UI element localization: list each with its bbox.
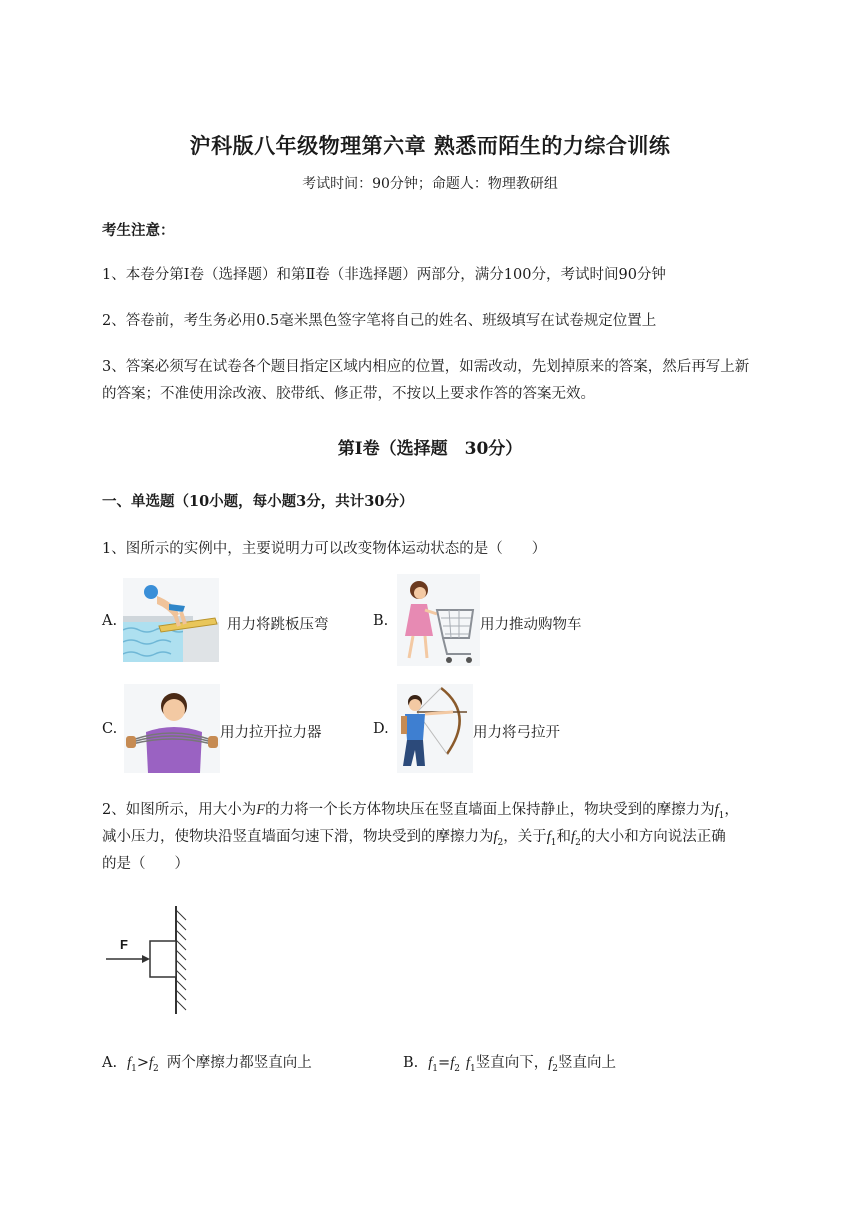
q2-option-a: A. $f_1>f_2$ 两个摩擦力都竖直向上 <box>102 1055 312 1074</box>
block-on-wall-diagram <box>100 900 200 1020</box>
notice-heading: 考生注意： <box>102 222 175 239</box>
chest-expander-image <box>124 684 220 773</box>
q1-option-a-text: 用力将跳板压弯 <box>227 617 329 633</box>
page-title: 沪科版八年级物理第六章 熟悉而陌生的力综合训练 <box>189 133 671 158</box>
q1-option-b-text: 用力推动购物车 <box>480 617 582 633</box>
q2-stem-line-3: 的是（ ） <box>102 856 189 872</box>
notice-item-3: 3、答案必须写在试卷各个题目指定区域内相应的位置，如需改动，先划掉原来的答案，然后再写上新 <box>102 359 750 375</box>
q1-stem: 1、图所示的实例中，主要说明力可以改变物体运动状态的是（ ） <box>102 541 547 557</box>
q1-option-c-text: 用力拉开拉力器 <box>220 725 322 741</box>
notice-item-3-cont: 的答案；不准使用涂改液、胶带纸、修正带，不按以上要求作答的答案无效。 <box>102 386 595 402</box>
force-label: F <box>120 937 128 952</box>
notice-item-1: 1、本卷分第Ⅰ卷（选择题）和第Ⅱ卷（非选择题）两部分，满分100分，考试时间90分钟 <box>102 267 666 283</box>
section-title: 第Ⅰ卷（选择题 30分） <box>337 439 523 459</box>
archer-bow-image <box>397 684 473 773</box>
q2-option-b: B. $f_1=f_2$ $f_1$竖直向下，$f_2$竖直向上 <box>403 1055 616 1074</box>
q1-option-d-letter: D. <box>373 721 389 737</box>
q2-stem-line-1: 2、如图所示，用大小为F的力将一个长方体物块压在竖直墙面上保持静止，物块受到的摩擦力为$f_1$， <box>102 802 739 821</box>
q1-option-b-letter: B. <box>373 613 389 629</box>
part-heading: 一、单选题（10小题，每小题3分，共计30分） <box>102 493 414 510</box>
q2-stem-line-2: 减小压力，使物块沿竖直墙面匀速下滑，物块受到的摩擦力为$f_2$，关于$f_1$和$f_2$的大小和方向说法正确 <box>102 829 726 848</box>
page-subtitle: 考试时间：90分钟；命题人：物理教研组 <box>302 176 558 192</box>
diving-board-image <box>123 578 219 662</box>
q1-option-a-letter: A. <box>102 613 118 629</box>
q1-option-d-text: 用力将弓拉开 <box>473 725 560 741</box>
q1-option-c-letter: C. <box>102 721 118 737</box>
shopping-cart-image <box>397 574 480 666</box>
notice-item-2: 2、答卷前，考生务必用0.5毫米黑色签字笔将自己的姓名、班级填写在试卷规定位置上 <box>102 313 657 329</box>
